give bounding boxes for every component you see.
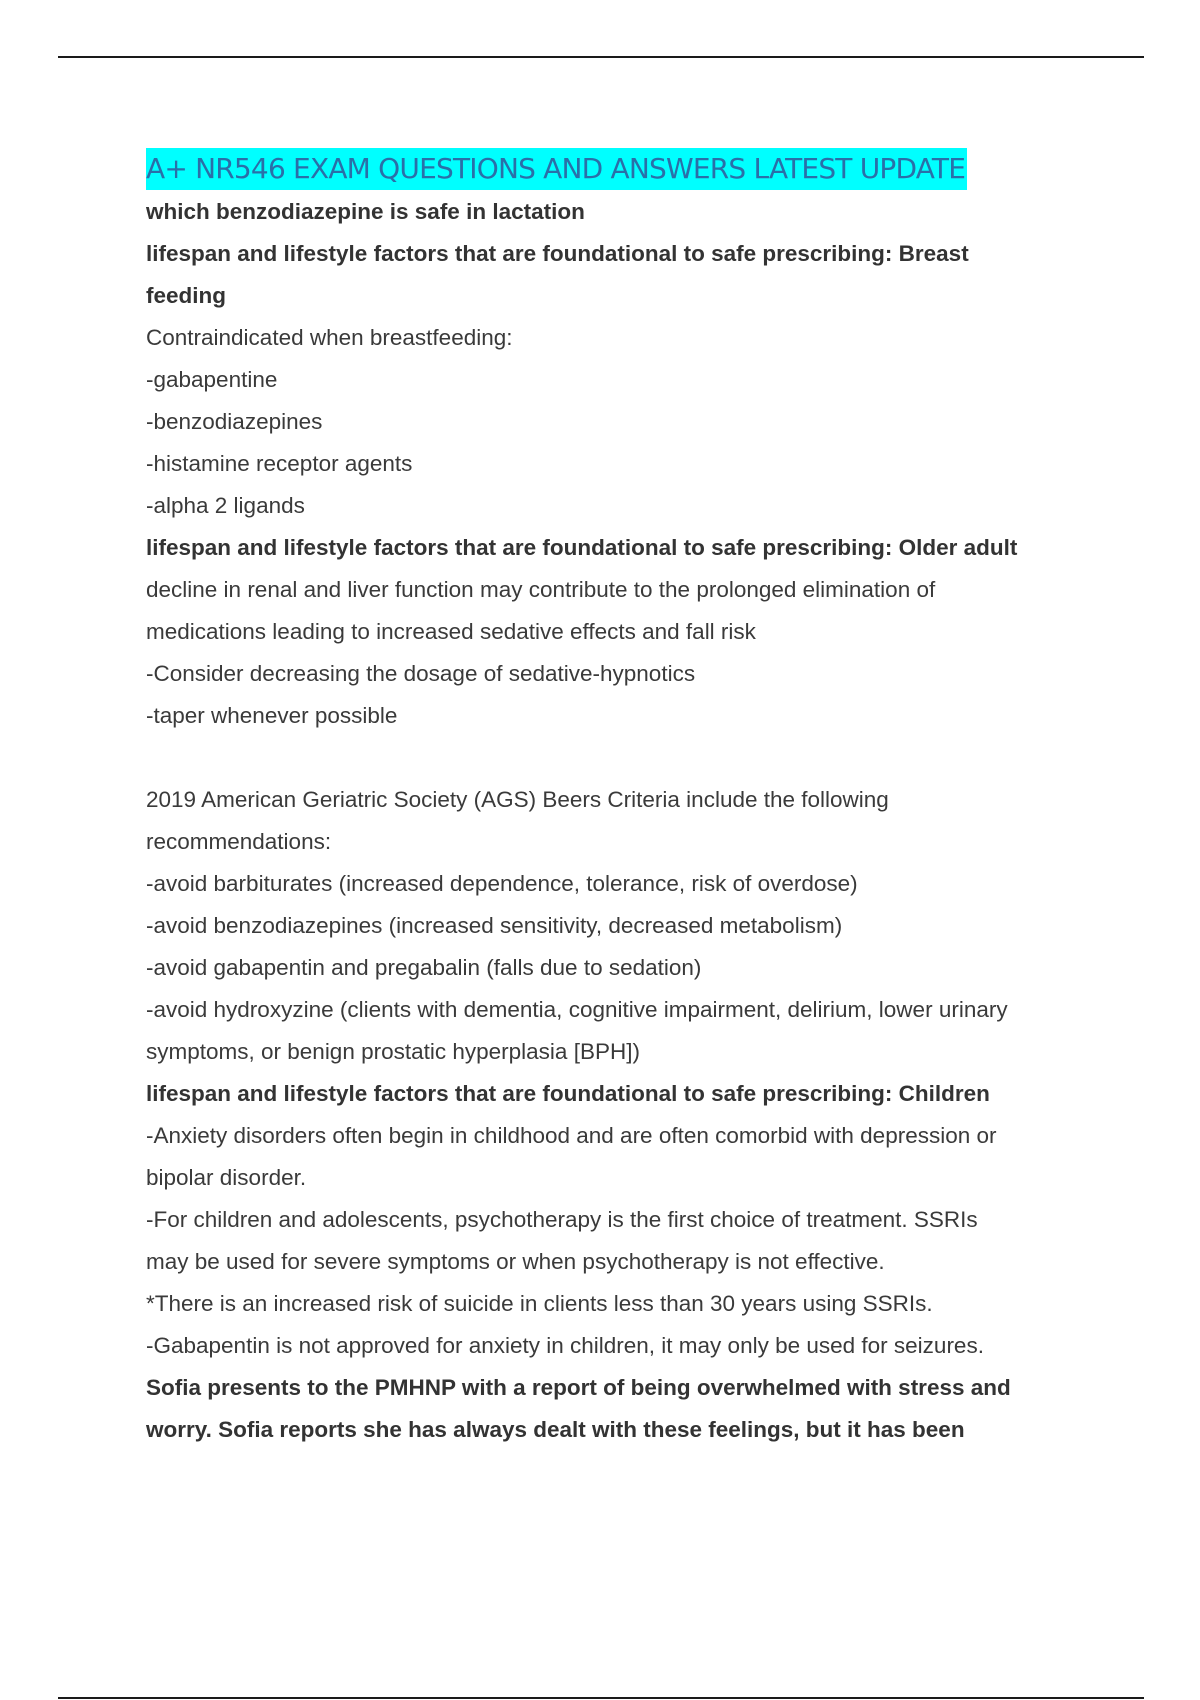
answer-line: -gabapentine — [146, 367, 278, 392]
top-rule — [58, 56, 1144, 58]
answer-line: -avoid gabapentin and pregabalin (falls due to sedation) — [146, 955, 702, 980]
answer-line: -Consider decreasing the dosage of sedative-hypnotics — [146, 661, 696, 686]
answer-line: -benzodiazepines — [146, 409, 323, 434]
document-title: A+ NR546 EXAM QUESTIONS AND ANSWERS LATEST UPDATE — [146, 148, 967, 190]
answer-line: medications leading to increased sedative effects and fall risk — [146, 619, 756, 644]
answer-line: -avoid barbiturates (increased dependence, tolerance, risk of overdose) — [146, 871, 858, 896]
answer-line: Contraindicated when breastfeeding: — [146, 325, 513, 350]
answer-line: -Anxiety disorders often begin in childhood and are often comorbid with depression or — [146, 1123, 997, 1148]
answer-line: recommendations: — [146, 829, 332, 854]
bottom-rule — [58, 1697, 1144, 1699]
question-line: Sofia presents to the PMHNP with a report of being overwhelmed with stress and — [146, 1375, 1011, 1400]
answer-line: bipolar disorder. — [146, 1165, 307, 1190]
answer-line: -alpha 2 ligands — [146, 493, 305, 518]
answer-line: *There is an increased risk of suicide in clients less than 30 years using SSRIs. — [146, 1291, 933, 1316]
answer-line: -histamine receptor agents — [146, 451, 413, 476]
answer-line: -avoid hydroxyzine (clients with dementia, cognitive impairment, delirium, lower urinary — [146, 997, 1008, 1022]
question-line: worry. Sofia reports she has always dealt with these feelings, but it has been — [146, 1417, 965, 1442]
answer-line: may be used for severe symptoms or when psychotherapy is not effective. — [146, 1249, 885, 1274]
question-line: feeding — [146, 283, 227, 308]
document-body — [146, 191, 1106, 1451]
answer-line: -Gabapentin is not approved for anxiety in children, it may only be used for seizures. — [146, 1333, 984, 1358]
answer-line: -For children and adolescents, psychotherapy is the first choice of treatment. SSRIs — [146, 1207, 978, 1232]
blank-line — [146, 737, 1106, 779]
answer-line: -avoid benzodiazepines (increased sensitivity, decreased metabolism) — [146, 913, 843, 938]
answer-line: decline in renal and liver function may contribute to the prolonged elimination of — [146, 577, 936, 602]
question-line: lifespan and lifestyle factors that are foundational to safe prescribing: Breast — [146, 241, 969, 266]
question-line: lifespan and lifestyle factors that are foundational to safe prescribing: Older adult — [146, 535, 1018, 560]
answer-line: symptoms, or benign prostatic hyperplasia [BPH]) — [146, 1039, 640, 1064]
question-line: lifespan and lifestyle factors that are foundational to safe prescribing: Children — [146, 1081, 990, 1106]
question-line: which benzodiazepine is safe in lactation — [146, 199, 585, 224]
answer-line: 2019 American Geriatric Society (AGS) Beers Criteria include the following — [146, 787, 889, 812]
answer-line: -taper whenever possible — [146, 703, 398, 728]
